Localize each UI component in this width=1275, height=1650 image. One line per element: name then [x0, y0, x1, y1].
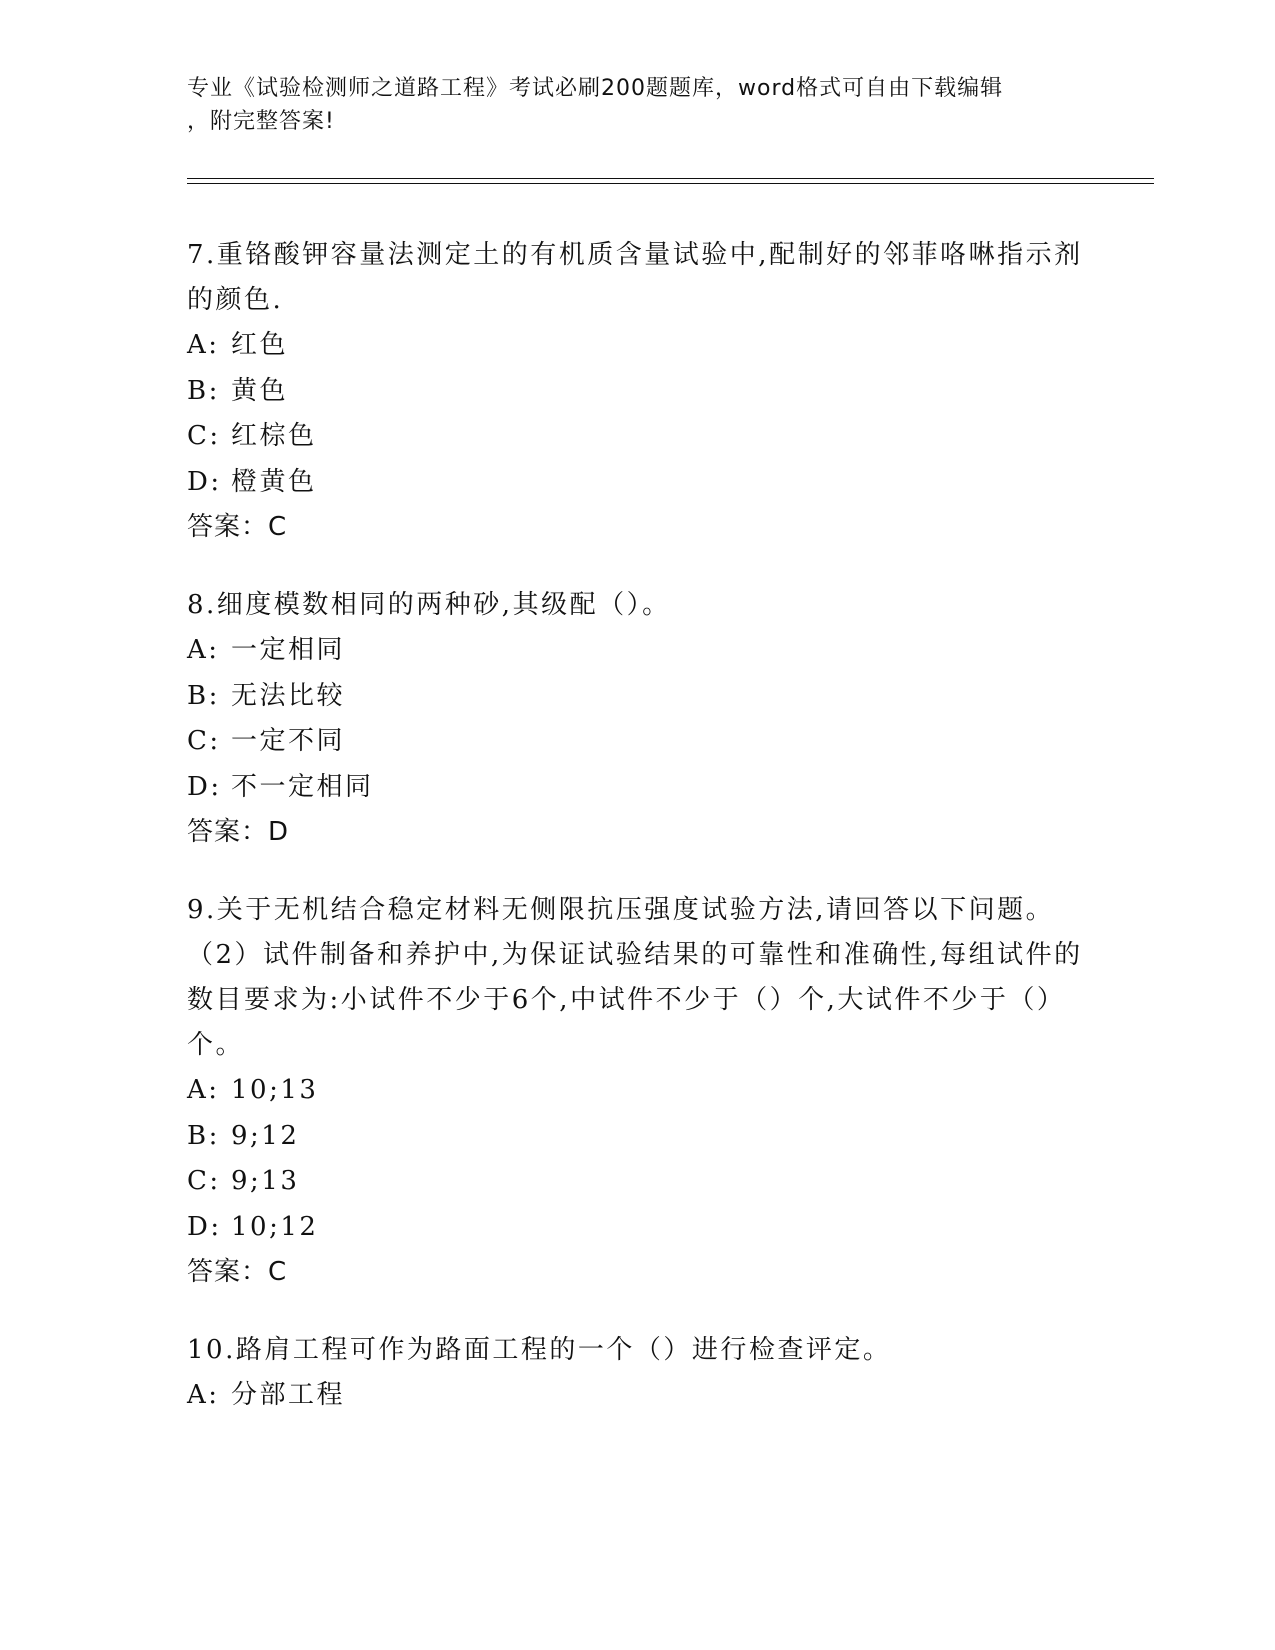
option-text: 不一定相同	[231, 771, 374, 802]
option-text: 无法比较	[231, 680, 346, 711]
question-item	[187, 233, 1087, 550]
option-text: 橙黄色	[231, 466, 317, 497]
option-text: 10;12	[231, 1211, 319, 1242]
option-letter: C:	[187, 726, 221, 756]
option-text: 红棕色	[231, 421, 317, 451]
option-text: 9;12	[231, 1120, 300, 1151]
option-text: 一定不同	[231, 726, 346, 756]
option-text: 9;13	[231, 1166, 300, 1196]
question-stem: 9.关于无机结合稳定材料无侧限抗压强度试验方法,请回答以下问题。（2）试件制备和养护中,为保证试验结果的可靠性和准确性,每组试件的数目要求为:小试件不少于6个,中试件不少于（）个,大试件不少于（）个。	[187, 895, 1083, 1060]
option-a	[187, 628, 1087, 674]
option-letter: A:	[187, 330, 220, 360]
header-title-line-2: ，附完整答案!	[187, 109, 335, 134]
option-a	[187, 1373, 1087, 1419]
option-letter: B:	[187, 1120, 220, 1151]
header-divider-bottom	[187, 183, 1154, 184]
option-a	[187, 323, 1087, 369]
option-text: 红色	[231, 330, 289, 360]
option-text: 黄色	[231, 375, 289, 406]
option-d	[187, 765, 1087, 811]
option-d	[187, 460, 1087, 506]
option-b	[187, 369, 1087, 415]
option-text: 一定相同	[231, 635, 346, 665]
question-item	[187, 1328, 1087, 1419]
question-stem: 10.路肩工程可作为路面工程的一个（）进行检查评定。	[187, 1335, 892, 1365]
option-letter: D:	[187, 466, 222, 497]
question-stem: 7.重铬酸钾容量法测定土的有机质含量试验中,配制好的邻菲咯啉指示剂的颜色.	[187, 240, 1083, 315]
answer-line: 答案：C	[187, 512, 288, 542]
option-c	[187, 414, 1087, 460]
option-a	[187, 1068, 1087, 1114]
option-letter: D:	[187, 1211, 222, 1242]
option-text: 分部工程	[231, 1380, 346, 1410]
option-letter: C:	[187, 1166, 221, 1196]
question-stem: 8.细度模数相同的两种砂,其级配（）。	[187, 590, 671, 620]
answer-line: 答案：D	[187, 817, 290, 847]
question-item	[187, 583, 1087, 855]
option-letter: D:	[187, 771, 222, 802]
question-item	[187, 888, 1087, 1295]
header-divider-top	[187, 178, 1154, 179]
option-letter: A:	[187, 1075, 220, 1105]
answer-line: 答案：C	[187, 1257, 288, 1287]
option-d	[187, 1205, 1087, 1251]
option-b	[187, 674, 1087, 720]
document-header	[187, 72, 1087, 138]
question-list	[187, 233, 1087, 1452]
option-b	[187, 1114, 1087, 1160]
option-c	[187, 1159, 1087, 1205]
header-title-line-1: 专业《试验检测师之道路工程》考试必刷200题题库，word格式可自由下载编辑	[187, 76, 1004, 101]
option-letter: B:	[187, 680, 220, 711]
option-letter: B:	[187, 375, 220, 406]
option-letter: C:	[187, 421, 221, 451]
option-letter: A:	[187, 635, 220, 665]
option-letter: A:	[187, 1380, 220, 1410]
option-c	[187, 719, 1087, 765]
option-text: 10;13	[231, 1075, 319, 1105]
